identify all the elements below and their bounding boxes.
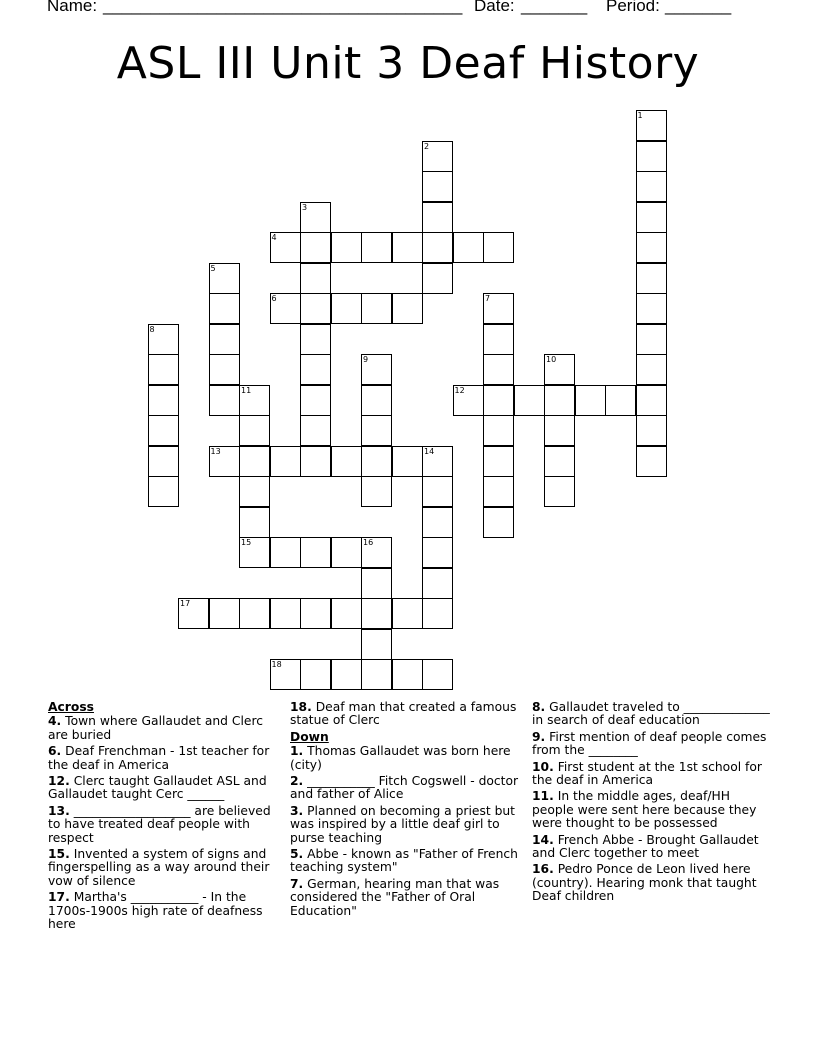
grid-cell[interactable] [331,446,362,477]
grid-cell[interactable] [392,293,423,324]
clue-number: 18. [290,700,312,714]
clue-text: Gallaudet traveled to ______________ in search of deaf education [532,700,770,728]
page-title: ASL III Unit 3 Deaf History [116,38,700,89]
grid-cell[interactable] [422,659,453,690]
clue-number: 9. [532,729,546,744]
grid-cell[interactable] [148,354,179,385]
clue-text: ___________ Fitch Cogswell - doctor and father of Alice [290,774,519,802]
grid-cell[interactable] [300,446,331,477]
clue-number: 14. [532,832,554,847]
clue-item [48,805,278,845]
clue-text: German, hearing man that was considered the "Father of Oral Education" [290,876,500,918]
clue-text: First student at the 1st school for the deaf in America [532,759,762,788]
clue-number: 17. [48,890,70,905]
clue-item [48,891,278,931]
clue-item [532,790,772,830]
clues-column-3 [532,701,772,907]
grid-cell[interactable] [331,537,362,568]
clue-number: 16 [363,538,374,547]
grid-cell[interactable] [331,232,362,263]
grid-cell[interactable] [483,324,514,355]
grid-cell[interactable] [239,598,270,629]
grid-cell[interactable] [300,537,331,568]
grid-cell[interactable] [209,263,240,294]
grid-cell[interactable] [422,537,453,568]
grid-cell[interactable] [239,476,270,507]
grid-cell[interactable] [544,446,575,477]
date-label: Date: [474,0,515,15]
grid-cell[interactable] [361,659,392,690]
grid-cell[interactable] [483,385,514,416]
grid-cell[interactable] [544,476,575,507]
clue-text: Clerc taught Gallaudet ASL and Gallaudet taught Cerc ______ [48,774,267,802]
clue-number: 7 [485,294,491,303]
grid-cell[interactable] [422,202,453,233]
down-heading: Down [290,729,329,744]
grid-cell[interactable] [300,293,331,324]
grid-cell[interactable] [331,598,362,629]
clue-number: 1. [290,744,304,759]
grid-cell[interactable] [361,598,392,629]
grid-cell[interactable] [239,415,270,446]
grid-cell[interactable] [544,385,575,416]
grid-cell[interactable] [483,446,514,477]
grid-cell[interactable] [148,446,179,477]
clue-number: 11. [532,789,554,804]
grid-cell[interactable] [605,385,636,416]
period-field[interactable]: _______ [665,0,732,15]
clue-text: Invented a system of signs and fingerspelling as a way around their vow of silence [48,847,270,888]
clue-number: 4. [48,714,62,729]
grid-cell[interactable] [636,141,667,172]
grid-cell[interactable] [209,598,240,629]
clue-number: 5 [210,263,216,273]
clue-number: 3 [302,202,308,212]
clue-number: 10. [532,759,554,774]
grid-cell[interactable] [636,385,667,416]
clue-number: 10 [546,355,557,364]
across-clues-list [48,715,278,931]
grid-cell[interactable] [422,507,453,538]
clue-number: 13. [48,803,70,818]
grid-cell[interactable] [270,232,301,263]
grid-cell[interactable] [331,659,362,690]
grid-cell[interactable] [636,446,667,477]
grid-cell[interactable] [392,446,423,477]
clue-item [48,745,278,772]
clue-item [532,863,772,903]
clue-item [290,745,526,772]
clue-text: Deaf man that created a famous statue of Clerc [290,700,517,728]
grid-cell[interactable] [483,293,514,324]
clue-text: Pedro Ponce de Leon lived here (country). Hearing monk that taught Deaf children [532,862,757,904]
clue-text: Martha's ___________ - In the 1700s-1900s high rate of deafness here [48,890,263,932]
clue-number: 13 [210,446,221,456]
grid-cell[interactable] [422,568,453,599]
down-clues-list [290,745,526,918]
grid-cell[interactable] [270,446,301,477]
clue-text: Thomas Gallaudet was born here (city) [290,744,511,772]
grid-cell[interactable] [483,476,514,507]
grid-cell[interactable] [148,415,179,446]
clue-number: 3. [290,803,304,818]
grid-cell[interactable] [239,385,270,416]
across-clues-continued [290,701,526,728]
clue-text: French Abbe - Brought Gallaudet and Clerc together to meet [532,832,759,861]
clue-item [48,715,278,742]
grid-cell[interactable] [300,659,331,690]
grid-cell[interactable] [636,354,667,385]
clue-item [532,731,772,758]
grid-cell[interactable] [270,598,301,629]
clue-item [290,878,526,918]
date-field[interactable]: _______ [521,0,588,15]
grid-cell[interactable] [575,385,606,416]
grid-cell[interactable] [239,537,270,568]
grid-cell[interactable] [361,537,392,568]
grid-cell[interactable] [361,232,392,263]
grid-cell[interactable] [483,232,514,263]
clue-item [532,701,772,728]
clue-number: 6 [271,294,277,303]
clue-text: In the middle ages, deaf/HH people were sent here because they were thought to be possessed [532,789,757,831]
clue-number: 15 [241,538,252,547]
clue-number: 4 [271,233,277,242]
grid-cell[interactable] [361,354,392,385]
grid-cell[interactable] [422,446,453,477]
clues-column-2 [290,701,526,921]
grid-cell[interactable] [209,446,240,477]
grid-cell[interactable] [300,324,331,355]
clue-number: 12 [454,385,465,395]
grid-cell[interactable] [422,598,453,629]
name-field[interactable]: ______________________________________ [103,0,463,15]
clue-number: 18 [271,660,282,669]
grid-cell[interactable] [209,354,240,385]
grid-cell[interactable] [148,476,179,507]
grid-cell[interactable] [270,293,301,324]
grid-cell[interactable] [300,415,331,446]
clue-number: 14 [424,446,435,456]
grid-cell[interactable] [483,507,514,538]
clue-number: 17 [180,599,191,608]
grid-cell[interactable] [209,385,240,416]
clue-number: 12. [48,774,70,789]
grid-cell[interactable] [239,507,270,538]
clue-number: 6. [48,744,62,759]
period-label: Period: [606,0,660,15]
grid-cell[interactable] [453,385,484,416]
grid-cell[interactable] [361,415,392,446]
grid-cell[interactable] [148,385,179,416]
clue-item [290,805,526,845]
grid-cell[interactable] [636,171,667,202]
down-clues-continued [532,701,772,904]
grid-cell[interactable] [422,476,453,507]
clues-column-1 [48,701,278,935]
grid-cell[interactable] [636,232,667,263]
clue-item [532,761,772,788]
clue-number: 11 [241,385,252,395]
clue-number: 8 [149,324,155,334]
clue-item [48,775,278,802]
grid-cell[interactable] [178,598,209,629]
grid-cell[interactable] [331,293,362,324]
grid-cell[interactable] [392,232,423,263]
grid-cell[interactable] [544,415,575,446]
grid-cell[interactable] [636,324,667,355]
grid-cell[interactable] [300,354,331,385]
grid-cell[interactable] [148,324,179,355]
grid-cell[interactable] [422,263,453,294]
grid-cell[interactable] [392,659,423,690]
clue-number: 15. [48,847,70,862]
name-label: Name: [47,0,98,15]
grid-cell[interactable] [270,537,301,568]
grid-cell[interactable] [209,293,240,324]
grid-cell[interactable] [483,415,514,446]
grid-cell[interactable] [270,659,301,690]
clue-number: 16. [532,862,554,877]
grid-cell[interactable] [361,293,392,324]
grid-cell[interactable] [361,385,392,416]
grid-cell[interactable] [453,232,484,263]
grid-cell[interactable] [422,171,453,202]
clue-text: Abbe - known as "Father of French teaching system" [290,847,518,875]
grid-cell[interactable] [300,263,331,294]
grid-cell[interactable] [300,232,331,263]
clue-text: Town where Gallaudet and Clerc are buried [48,714,264,742]
clue-number: 5. [290,847,304,862]
grid-cell[interactable] [514,385,545,416]
grid-cell[interactable] [483,354,514,385]
clue-number: 8. [532,700,546,714]
across-heading: Across [48,700,94,714]
grid-cell[interactable] [636,293,667,324]
grid-cell[interactable] [361,446,392,477]
grid-cell[interactable] [300,598,331,629]
grid-cell[interactable] [422,232,453,263]
clue-text: Planned on becoming a priest but was inspired by a little deaf girl to purse teaching [290,803,516,845]
grid-cell[interactable] [636,263,667,294]
grid-cell[interactable] [361,629,392,660]
grid-cell[interactable] [300,202,331,233]
grid-cell[interactable] [361,476,392,507]
grid-cell[interactable] [636,110,667,141]
grid-cell[interactable] [636,415,667,446]
clue-text: ___________________ are believed to have treated deaf people with respect [48,803,271,845]
clue-item [48,848,278,888]
grid-cell[interactable] [209,324,240,355]
grid-cell[interactable] [361,568,392,599]
clue-number: 2. [290,774,304,789]
grid-cell[interactable] [239,446,270,477]
clue-item [290,848,526,875]
grid-cell[interactable] [636,202,667,233]
clue-number: 2 [424,141,430,151]
clue-item [290,775,526,802]
clue-text: First mention of deaf people comes from the ________ [532,729,767,758]
grid-cell[interactable] [392,598,423,629]
clue-number: 1 [637,111,643,120]
clue-number: 7. [290,876,304,891]
clue-item [290,701,526,728]
clue-text: Deaf Frenchman - 1st teacher for the deaf in America [48,744,270,772]
grid-cell[interactable] [300,385,331,416]
grid-cell[interactable] [422,141,453,172]
clue-number: 9 [363,355,369,364]
clue-item [532,834,772,861]
grid-cell[interactable] [544,354,575,385]
